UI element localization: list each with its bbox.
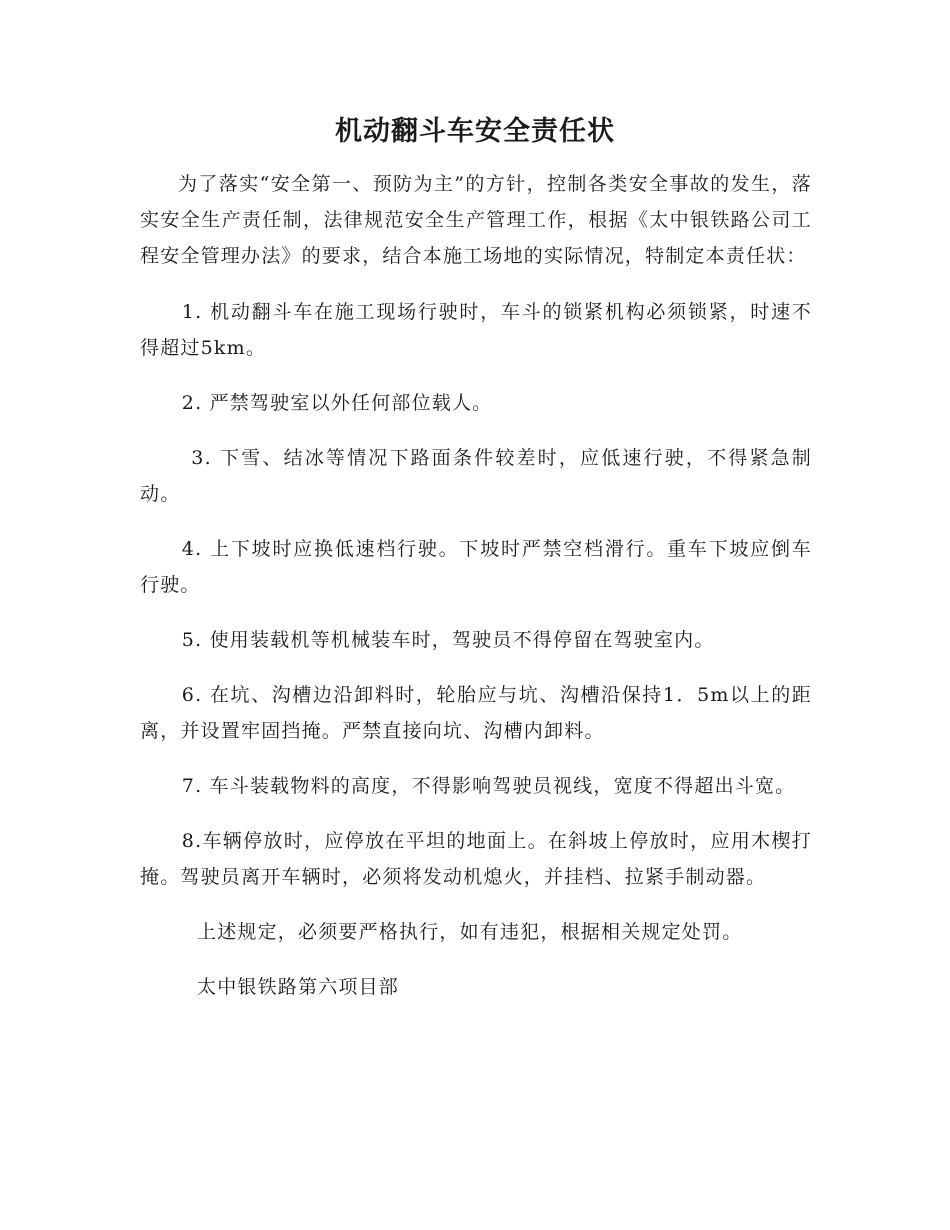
rule-item-6: 6. 在坑、沟槽边沿卸料时，轮胎应与坑、沟槽沿保持1．5m以上的距离，并设置牢固挡掩。严禁直接向坑、沟槽内卸料。 <box>140 684 812 742</box>
rule-item-3: 3. 下雪、结冰等情况下路面条件较差时，应低速行驶，不得紧急制动。 <box>140 447 812 505</box>
rule-item-8: 8.车辆停放时，应停放在平坦的地面上。在斜坡上停放时，应用木楔打掩。驾驶员离开车辆时，必须将发动机熄火，并挂档、拉紧手制动器。 <box>140 830 812 888</box>
rule-item-1: 1. 机动翻斗车在施工现场行驶时，车斗的锁紧机构必须锁紧，时速不得超过5km。 <box>140 301 812 359</box>
rule-item-4: 4. 上下坡时应换低速档行驶。下坡时严禁空档滑行。重车下坡应倒车行驶。 <box>140 538 812 596</box>
document-body <box>140 166 812 1005</box>
rule-item-7: 7. 车斗装载物料的高度，不得影响驾驶员视线，宽度不得超出斗宽。 <box>181 775 796 797</box>
rule-item-2: 2. 严禁驾驶室以外任何部位载人。 <box>181 392 493 414</box>
closing-paragraph: 上述规定，必须要严格执行，如有违犯，根据相关规定处罚。 <box>197 921 743 943</box>
document-title: 机动翻斗车安全责任状 <box>335 116 615 147</box>
intro-paragraph: 为了落实“安全第一、预防为主”的方针，控制各类安全事故的发生，落实安全生产责任制，法律规范安全生产管理工作，根据《太中银铁路公司工程安全管理办法》的要求，结合本施工场地的实际情况，特制定本责任状： <box>140 173 812 267</box>
organization-signature: 太中银铁路第六项目部 <box>197 976 400 998</box>
rule-item-5: 5. 使用装载机等机械装车时，驾驶员不得停留在驾驶室内。 <box>181 629 715 651</box>
